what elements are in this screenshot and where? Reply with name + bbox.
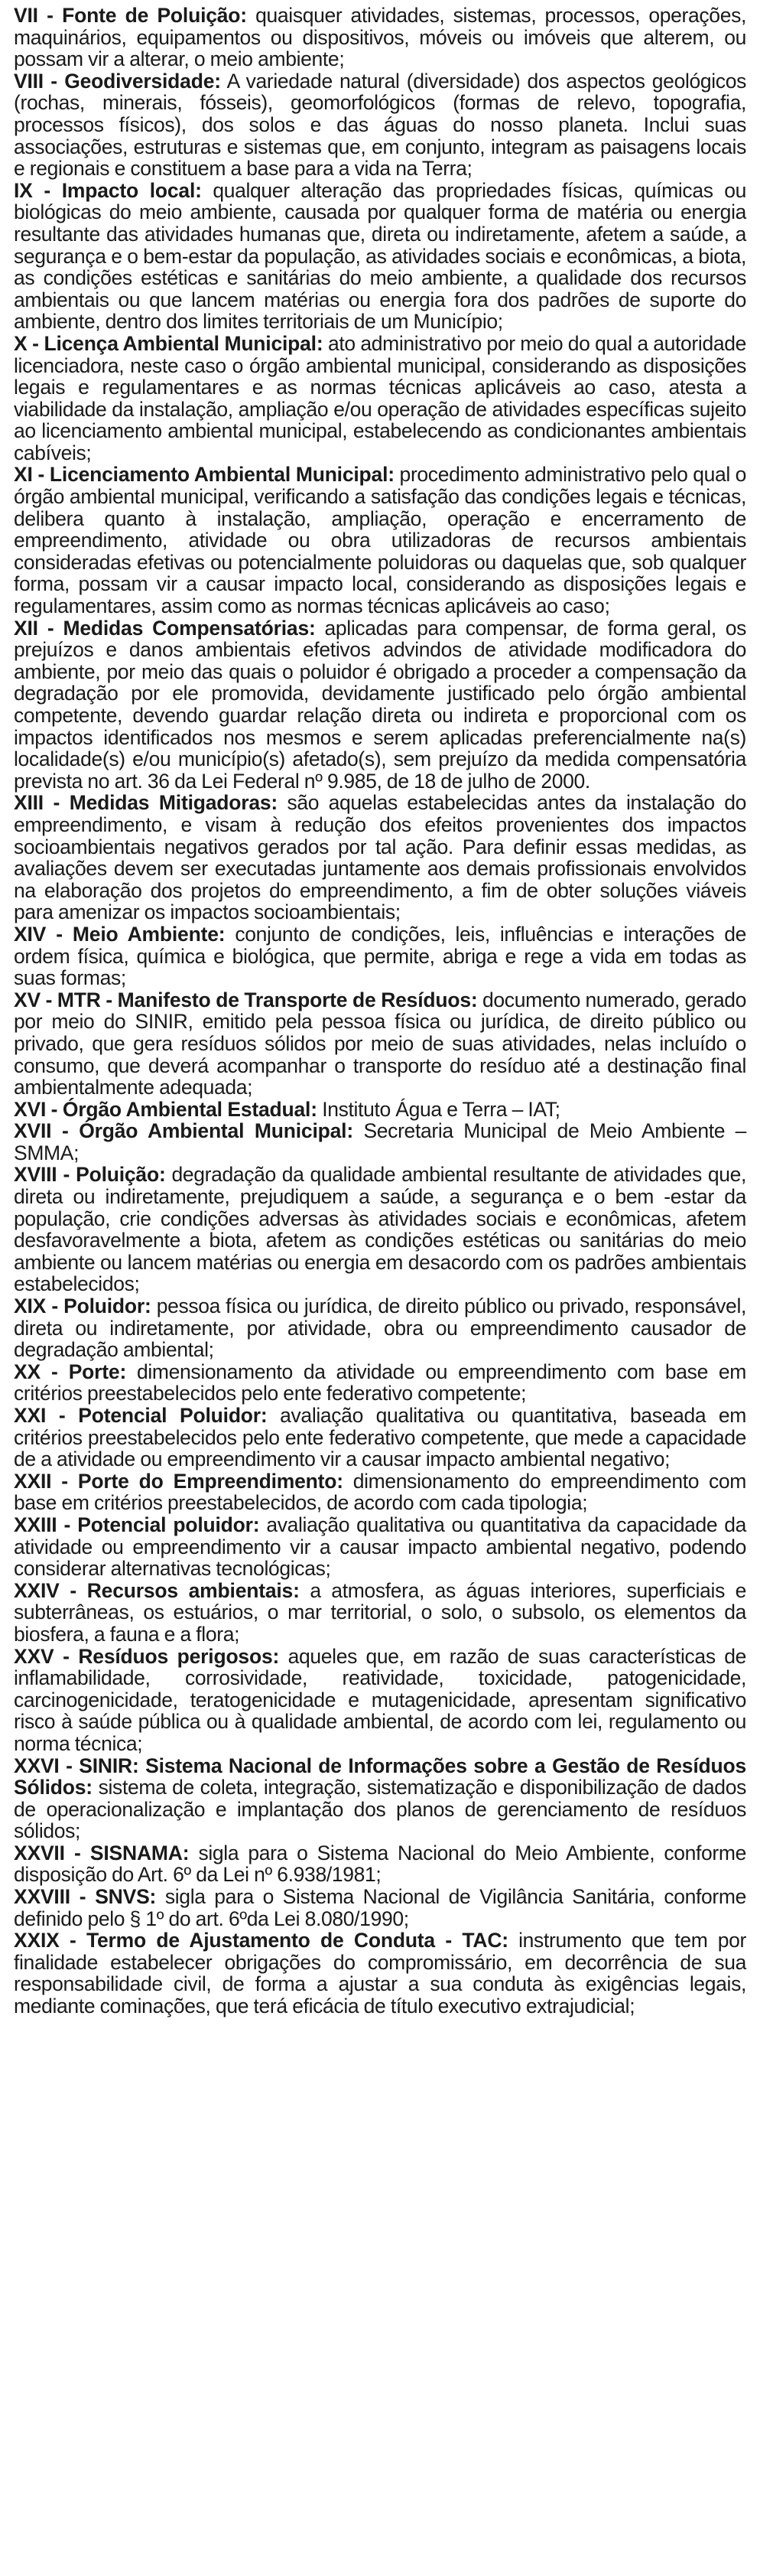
definition-item <box>14 180 746 333</box>
definition-term: XXIII - Potencial poluidor: <box>14 1513 260 1536</box>
definition-text: sigla para o Sistema Nacional de Vigilância Sanitária, conforme definido pelo § 1º do art. 6ºda Lei 8.080/1990; <box>14 1885 746 1930</box>
definition-item <box>14 1886 746 1930</box>
definition-text: são aquelas estabelecidas antes da instalação do empreendimento, e visam à redução dos efeitos provenientes dos impactos socioambientais negativos gerados por tal ação. Para definir essas medidas, as avaliações devem ser executadas juntamente aos demais profissionais envolvidos na elaboração dos projetos do empreendimento, a fim de obter soluções viáveis para amenizar os impactos socioambientais; <box>14 791 746 924</box>
definition-item <box>14 1646 746 1755</box>
definition-item <box>14 923 746 989</box>
definition-text: A variedade natural (diversidade) dos aspectos geológicos (rochas, minerais, fósseis), geomorfológicos (formas de relevo, topografia, processos físicos), dos solos e das águas do nosso planeta. Inclui suas associações, estruturas e sistemas que, em conjunto, integram as paisagens locais e regionais e constituem a base para a vida na Terra; <box>14 69 746 181</box>
definition-term: XII - Medidas Compensatórias: <box>14 616 316 640</box>
definition-item <box>14 70 746 180</box>
definition-term: XIX - Poluidor: <box>14 1295 151 1318</box>
definition-item <box>14 1842 746 1886</box>
definition-item <box>14 1580 746 1646</box>
definition-item <box>14 1930 746 2017</box>
definition-term: XVI - Órgão Ambiental Estadual: <box>14 1097 317 1121</box>
definition-text: documento numerado, gerado por meio do SINIR, emitido pela pessoa física ou jurídica, de direito público ou privado, que gera resíduos sólidos por meio de suas atividades, nelas incluído o consumo, que deverá acompanhar o transporte do resíduo até a destinação final ambientalmente adequada; <box>14 988 746 1099</box>
definition-item <box>14 1361 746 1405</box>
definition-text: avaliação qualitativa ou quantitativa, baseada em critérios preestabelecidos pelo ente federativo competente, que mede a capacidade de a atividade ou empreendimento vir a causar impacto ambiental negativo; <box>14 1404 746 1471</box>
definition-item <box>14 792 746 923</box>
definition-item <box>14 5 746 70</box>
definition-text: ato administrativo por meio do qual a autoridade licenciadora, neste caso o órgão ambiental municipal, considerando as disposições legais e regulamentares e as normas técnicas aplicáveis ao caso, atesta a viabilidade da instalação, ampliação e/ou operação de atividades específicas sujeito ao licenciamento ambiental municipal, estabelecendo as condicionantes ambientais cabíveis; <box>14 331 746 464</box>
definition-term: XI - Licenciamento Ambiental Municipal: <box>14 463 395 487</box>
definition-item <box>14 1405 746 1470</box>
definition-item <box>14 1120 746 1164</box>
definition-term: XX - Porte: <box>14 1360 127 1383</box>
definition-term: XXI - Potencial Poluidor: <box>14 1404 268 1427</box>
definition-term: XVII - Órgão Ambiental Municipal: <box>14 1119 353 1143</box>
definition-text: degradação da qualidade ambiental resultante de atividades que, direta ou indiretamente, prejudiquem a saúde, a segurança e o bem -estar da população, crie condições adversas às atividades sociais e econômicas, afetem desfavoravelmente a biota, afetem as condições estéticas ou sanitárias do meio ambiente ou lancem matérias ou energia em desacordo com os padrões ambientais estabelecidos; <box>14 1163 746 1296</box>
definition-text: sigla para o Sistema Nacional do Meio Ambiente, conforme disposição do Art. 6º da Lei nº 6.938/1981; <box>14 1841 746 1887</box>
definition-term: XXVI - SINIR: Sistema Nacional de Informações sobre a Gestão de Resíduos Sólidos: <box>14 1754 746 1799</box>
definition-term: XVIII - Poluição: <box>14 1163 166 1187</box>
definition-text: aplicadas para compensar, de forma geral, os prejuízos e danos ambientais efetivos advindos de atividade modificadora do ambiente, por meio das quais o poluidor é obrigado a proceder a compensação da degradação por ele promovida, devidamente justificado pelo órgão ambiental competente, devendo guardar relação direta ou indireta e proporcional com os impactos identificados nos mesmos e serem aplicadas preferencialmente na(s) localidade(s) e/ou município(s) afetado(s), sem prejuízo da medida compensatória prevista no art. 36 da Lei Federal nº 9.985, de 18 de julho de 2000. <box>14 616 747 793</box>
definition-item <box>14 1470 746 1514</box>
definition-text: sistema de coleta, integração, sistematização e disponibilização de dados de operacionalização e implantação dos planos de gerenciamento de resíduos sólidos; <box>14 1776 746 1843</box>
definition-text: dimensionamento da atividade ou empreendimento com base em critérios preestabelecidos pelo ente federativo competente; <box>14 1360 746 1405</box>
definition-text: Secretaria Municipal de Meio Ambiente – SMMA; <box>14 1119 747 1164</box>
definition-item <box>14 333 746 464</box>
definition-text: aqueles que, em razão de suas características de inflamabilidade, corrosividade, reatividade, toxicidade, patogenicidade, carcinogenicidade, teratogenicidade e mutagenicidade, apresentam significativo risco à saúde pública ou à qualidade ambiental, de acordo com lei, regulamento ou norma técnica; <box>14 1644 746 1755</box>
definition-term: XXIV - Recursos ambientais: <box>14 1578 300 1602</box>
definition-text: pessoa física ou jurídica, de direito público ou privado, responsável, direta ou indiretamente, por atividade, obra ou empreendimento causador de degradação ambiental; <box>14 1295 746 1362</box>
definition-term: XXV - Resíduos perigosos: <box>14 1644 280 1668</box>
definition-text: quaisquer atividades, sistemas, processos, operações, maquinários, equipamentos ou dispositivos, móveis ou imóveis que alterem, ou possam vir a alterar, o meio ambiente; <box>14 4 746 71</box>
definition-term: XXVIII - SNVS: <box>14 1885 157 1909</box>
definition-text: conjunto de condições, leis, influências e interações de ordem física, química e biológica, que permite, abriga e rege a vida em todas as suas formas; <box>14 922 746 990</box>
definition-text: a atmosfera, as águas interiores, superficiais e subterrâneas, os estuários, o mar territorial, o solo, o subsolo, os elementos da biosfera, a fauna e a flora; <box>14 1578 746 1646</box>
definition-term: VII - Fonte de Poluição: <box>14 4 247 27</box>
definition-item <box>14 1514 746 1580</box>
definition-item <box>14 1295 746 1361</box>
definition-term: IX - Impacto local: <box>14 178 202 202</box>
definition-term: X - Licença Ambiental Municipal: <box>14 331 323 355</box>
definition-text: instrumento que tem por finalidade estabelecer obrigações do compromissário, em decorrência de sua responsabilidade civil, de forma a ajustar a sua conduta às exigências legais, mediante cominações, que terá eficácia de título executivo extrajudicial; <box>14 1929 746 2018</box>
definition-term: XXVII - SISNAMA: <box>14 1841 190 1864</box>
definition-text: Instituto Água e Terra – IAT; <box>317 1097 560 1121</box>
definition-text: procedimento administrativo pelo qual o órgão ambiental municipal, verificando a satisfação das condições legais e técnicas, delibera quanto à instalação, ampliação, operação e encerramento de empreendimento, atividade ou obra utilizadoras de recursos ambientais consideradas efetivas ou potencialmente poluidoras ou daquelas que, sob qualquer forma, possam vir a causar impacto local, considerando as disposições legais e regulamentares, assim como as normas técnicas aplicáveis ao caso; <box>14 463 746 618</box>
definition-item <box>14 617 746 793</box>
definition-term: XXIX - Termo de Ajustamento de Conduta - TAC: <box>14 1929 508 1952</box>
definition-item <box>14 1755 746 1842</box>
definition-item <box>14 989 746 1099</box>
definition-item <box>14 1099 746 1121</box>
definition-text: qualquer alteração das propriedades físicas, químicas ou biológicas do meio ambiente, causada por qualquer forma de matéria ou energia resultante das atividades humanas que, direta ou indiretamente, afetem a saúde, a segurança e o bem-estar da população, as atividades sociais e econômicas, a biota, as condições estéticas e sanitárias do meio ambiente, a qualidade dos recursos ambientais ou que lancem matérias ou energia fora dos padrões de suporte do ambiente, dentro dos limites territoriais de um Município; <box>14 178 746 334</box>
definition-item <box>14 464 746 617</box>
definition-item <box>14 1164 746 1295</box>
definition-term: XV - MTR - Manifesto de Transporte de Resíduos: <box>14 988 478 1011</box>
definition-text: dimensionamento do empreendimento com base em critérios preestabelecidos, de acordo com cada tipologia; <box>14 1469 746 1515</box>
definition-term: XIII - Medidas Mitigadoras: <box>14 791 278 815</box>
definition-term: XIV - Meio Ambiente: <box>14 922 226 946</box>
definition-term: XXII - Porte do Empreendimento: <box>14 1469 343 1493</box>
definition-term: VIII - Geodiversidade: <box>14 69 221 93</box>
definition-text: avaliação qualitativa ou quantitativa da capacidade da atividade ou empreendimento vir a causar impacto ambiental negativo, podendo considerar alternativas tecnológicas; <box>14 1513 747 1581</box>
